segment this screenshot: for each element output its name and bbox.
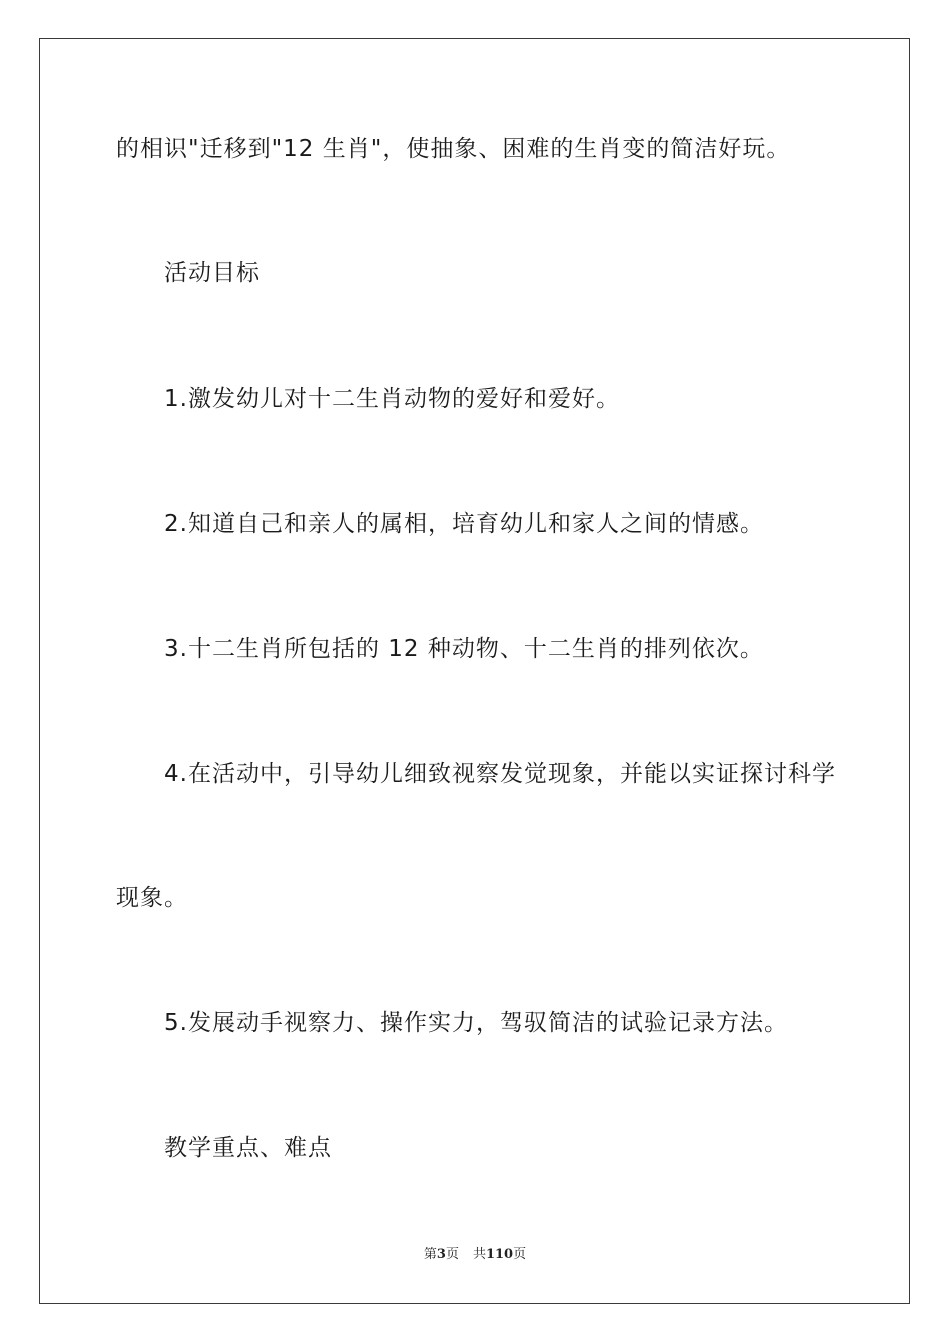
- text-line-continuation: 的相识"迁移到"12 生肖"，使抽象、困难的生肖变的简洁好玩。: [116, 136, 791, 162]
- page-number: 3: [436, 1247, 446, 1262]
- goal-item-3: 3.十二生肖所包括的 12 种动物、十二生肖的排列依次。: [164, 636, 764, 662]
- page-suffix: 页: [445, 1247, 459, 1262]
- goal-item-1: 1.激发幼儿对十二生肖动物的爱好和爱好。: [164, 386, 620, 412]
- page-footer: [0, 1246, 950, 1264]
- goal-item-5: 5.发展动手视察力、操作实力，驾驭简洁的试验记录方法。: [164, 1010, 788, 1036]
- page-border: [39, 38, 910, 1304]
- heading-activity-goals: 活动目标: [164, 260, 260, 286]
- goal-item-4: 4.在活动中，引导幼儿细致视察发觉现象，并能以实证探讨科学: [164, 761, 836, 787]
- total-suffix: 页: [513, 1247, 527, 1262]
- page-prefix: 第: [423, 1247, 437, 1262]
- goal-item-4-continuation: 现象。: [116, 885, 188, 911]
- goal-item-2: 2.知道自己和亲人的属相，培育幼儿和家人之间的情感。: [164, 511, 764, 537]
- total-prefix: 共: [472, 1247, 486, 1262]
- heading-key-difficult-points: 教学重点、难点: [164, 1135, 332, 1161]
- total-pages: 110: [485, 1247, 514, 1262]
